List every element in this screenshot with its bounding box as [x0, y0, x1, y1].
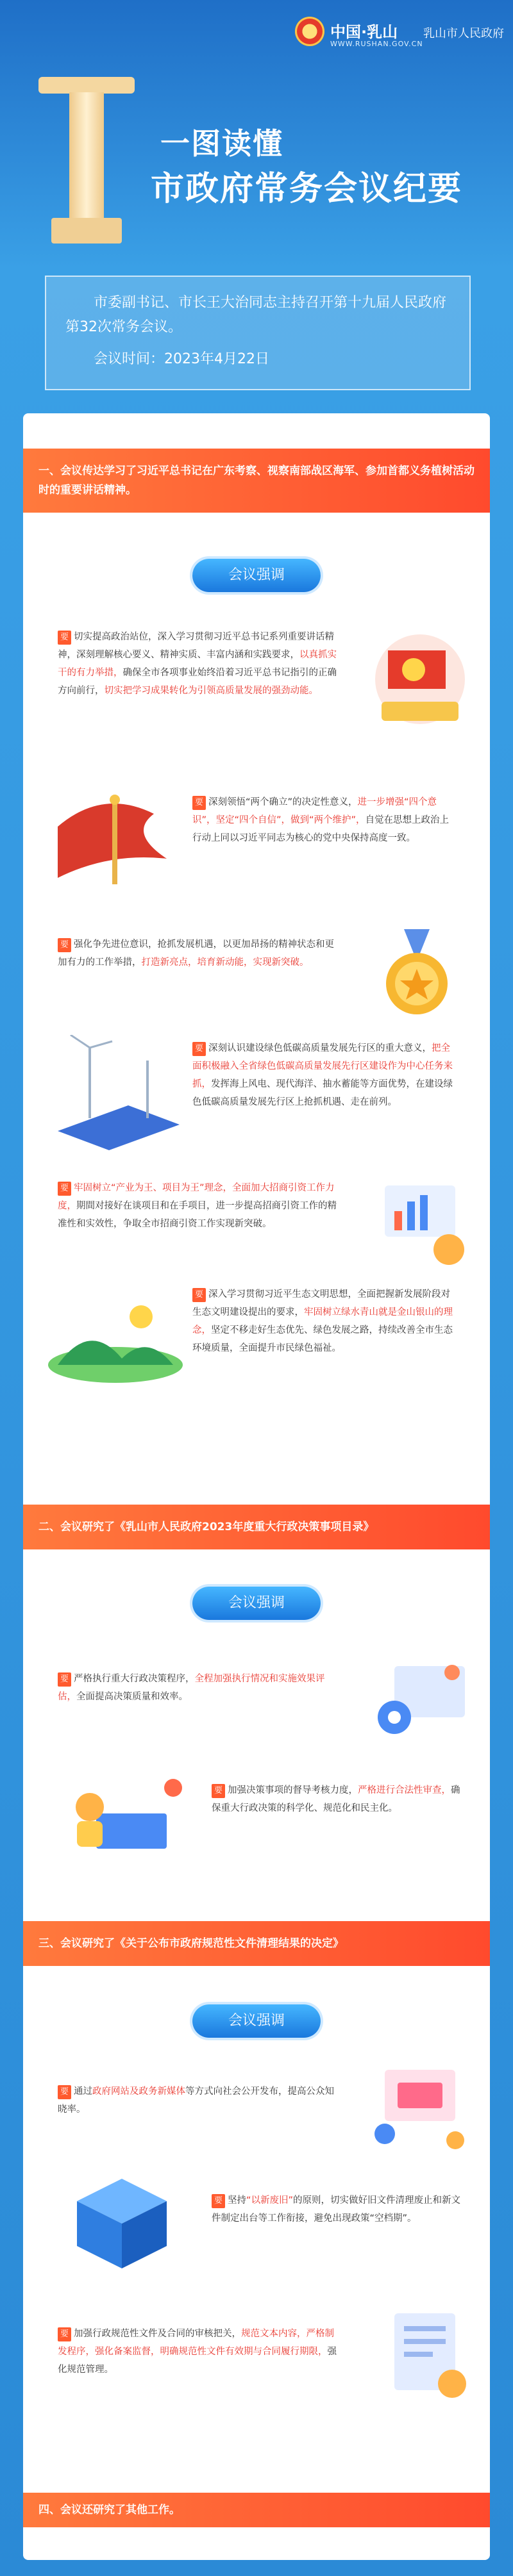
section-2-pill: 会议强调 [192, 1587, 321, 1620]
item-5: 要 牢固树立“产业为王、项目为王”理念，全面加大招商引资工作力度，期間对接好在谈项目和在手项目，进一步提高招商引资工作的精准性和实效性，争取全市招商引资工作实现新突破。 [58, 1183, 337, 1229]
medal-icon [378, 929, 455, 1019]
party-flag-illustration [369, 625, 471, 734]
item-7: 要 严格执行重大行政决策程序，全程加强执行情况和实施效果评估，全面提高决策质量和效率。 [58, 1674, 325, 1702]
section-4-heading: 四、会议还研究了其他工作。 [23, 2493, 490, 2527]
section-1-pill: 会议强调 [192, 559, 321, 592]
item-6: 要 深入学习贯彻习近平生态文明思想，全面把握新发展阶段对生态文明建设提出的要求，牢固树立绿水青山就是金山银山的理念，坚定不移走好生态优先、绿色发展之路，持续改善全市生态环境质量，全面提升市民绿色福祉。 [192, 1289, 453, 1353]
national-emblem-icon [295, 17, 324, 46]
site-url[interactable]: WWW.RUSHAN.GOV.CN [330, 40, 423, 48]
section-2-heading: 二、会议研究了《乳山市人民政府2023年度重大行政决策事项目录》 [23, 1505, 490, 1549]
section-3-pill: 会议强调 [192, 2004, 321, 2038]
item-3: 要 强化争先进位意识，抢抓发展机遇，以更加昂扬的精神状态和更加有力的工作举措，打造新亮点，培育新动能，实现新突破。 [58, 939, 335, 968]
item-11: 要 加强行政规范性文件及合同的审核把关，规范文本内容，严格制发程序，强化备案监督，明确规范性文件有效期与合同履行期限，强化规范管理。 [58, 2329, 337, 2375]
site-header [0, 0, 513, 77]
server-cube-illustration [51, 2166, 192, 2288]
item-tag: 要 [58, 631, 71, 645]
investment-dashboard-illustration [366, 1166, 475, 1275]
wind-solar-illustration [51, 1035, 186, 1150]
item-4: 要 深刻认识建设绿色低碳高质量发展先行区的重大意义，把全面积极融入全省绿色低碳高质量发展先行区建设作为中心任务来抓，发挥海上风电、现代海洋、抽水蓄能等方面优势，在建设绿色低碳高质量发展先行区上抢抓机遇、走在前列。 [192, 1043, 453, 1107]
item-10: 要 坚持“以新废旧”的原则，切实做好旧文件清理废止和新文件制定出台等工作衔接，避免出现政策“空档期”。 [212, 2195, 461, 2224]
document-review-illustration [369, 2300, 478, 2409]
green-landscape-illustration [45, 1294, 186, 1384]
meeting-time: 会议时间：2023年4月22日 [94, 351, 269, 367]
media-publish-illustration [359, 2051, 475, 2159]
gears-screen-illustration [369, 1647, 478, 1743]
section-3-heading: 三、会议研究了《关于公布市政府规范性文件清理结果的决定》 [23, 1921, 490, 1966]
flag-ribbon-illustration [51, 788, 180, 884]
podium-illustration [38, 77, 135, 244]
worker-laptop-illustration [51, 1769, 192, 1858]
intro-text: 市委副书记、市长王大治同志主持召开第十九届人民政府第32次常务会议。 [65, 295, 447, 335]
intro-box [45, 276, 471, 390]
item-1: 要 切实提高政治站位，深入学习贯彻习近平总书记系列重要讲话精神，深刻理解核心要义、精神实质、丰富内涵和实践要求，以真抓实干的有力举措，确保全市各项事业始终沿着习近平总书记指引的正确方向前行，切实把学习成果转化为引领高质量发展的强劲动能。 [58, 632, 337, 696]
city-government-label: 乳山市人民政府 [423, 27, 504, 40]
item-8: 要 加强决策事项的督导考核力度，严格进行合法性审查，确保重大行政决策的科学化、规范化和民主化。 [212, 1785, 460, 1813]
site-name[interactable]: 中国·乳山 [330, 23, 398, 41]
title-line-2: 市政府常务会议纪要 [151, 170, 463, 208]
title-line-1: 一图读懂 [160, 126, 283, 161]
section-1-heading: 一、会议传达学习了习近平总书记在广东考察、视察南部战区海军、参加首都义务植树活动时的重要讲话精神。 [23, 449, 490, 513]
item-9: 要 通过政府网站及政务新媒体等方式向社会公开发布，提高公众知晓率。 [58, 2086, 335, 2115]
item-2: 要 深刻领悟“两个确立”的决定性意义，进一步增强“四个意识”，坚定“四个自信”，做到“两个维护”，自觉在思想上政治上行动上同以习近平同志为核心的党中央保持高度一致。 [192, 797, 450, 843]
